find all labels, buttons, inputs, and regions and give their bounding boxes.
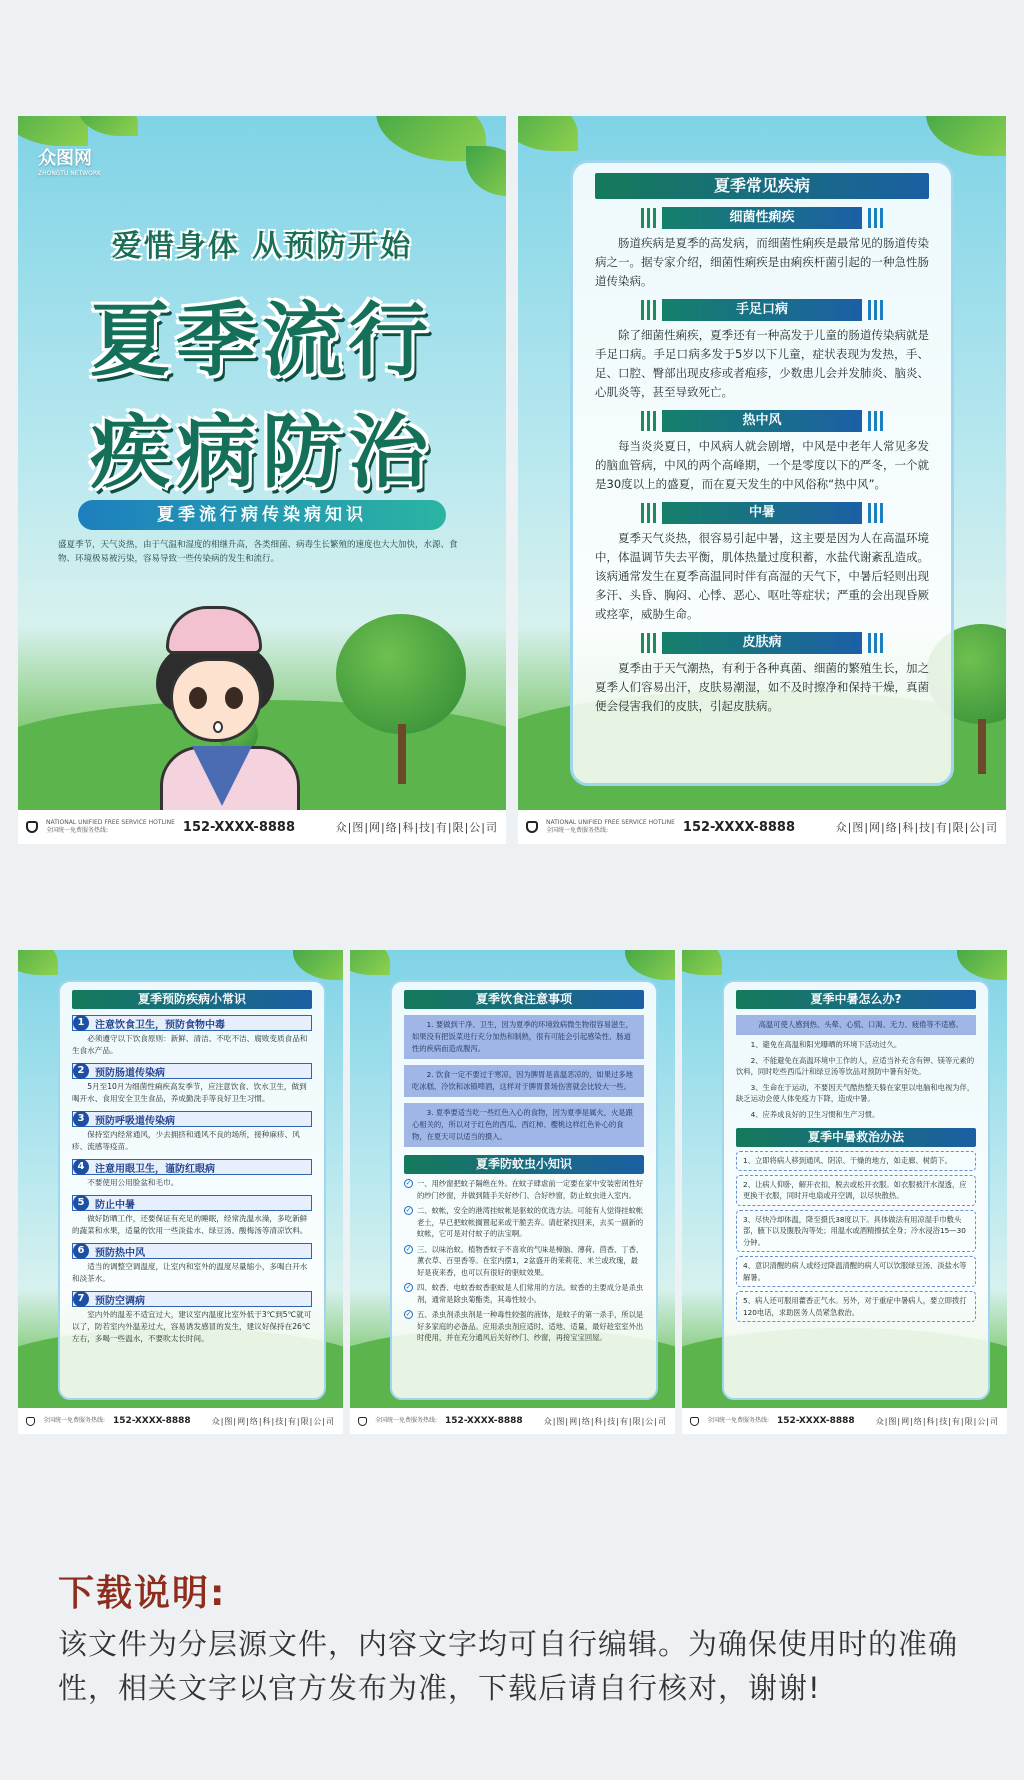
mosquito-tip: [404, 1205, 644, 1240]
tip-title: 预防热中风: [95, 1247, 145, 1259]
tip-title: 预防肠道传染病: [95, 1067, 165, 1079]
mosquito-tip: [404, 1244, 644, 1279]
tip-header: [72, 1111, 312, 1127]
tip-body: 5月至10月为细菌性痢疾高发季节，应注意饮食、饮水卫生，做到喝开水、食用安全卫生食品，养成勤洗手等良好卫生习惯。: [72, 1082, 307, 1103]
logo-text: 众图网: [38, 148, 92, 169]
mosquito-tip-text: 三、以味治蚊。植物香蚊子不喜欢的气味是樟脑、薄荷、茴香、丁香、薰衣草、百里香等。在室内摆1，2盆盛开的茉莉花、米兰或玫瑰，最好是夜来香，也可以有很好的驱蚊效果。: [417, 1244, 644, 1277]
content-panel: [390, 980, 658, 1400]
tip-body: 保持室内经常通风，少去拥挤和通风不良的场所，接种麻疹、风疹、流感等疫苗。: [72, 1130, 300, 1151]
section-header: [595, 502, 929, 524]
number-badge: 5: [73, 1195, 89, 1211]
treatment-step: 2、让病人仰卧，解开衣扣，脱去或松开衣服。如衣服被汗水湿透，应更换干衣服，同时开电扇或开空调，以尽快散热。: [736, 1175, 976, 1206]
leaf-decoration: [957, 950, 1007, 980]
tip-body: 必须遵守以下饮食原则：新鲜、清洁、不吃不洁、腐败变质食品和生食水产品。: [72, 1034, 308, 1055]
panel-title-2: 夏季防蚊虫小知识: [404, 1155, 644, 1174]
treatment-step: 1、立即将病人移到通风、阴凉、干燥的地方，如走廊、树荫下。: [736, 1151, 976, 1171]
phone-icon: [26, 821, 38, 833]
check-icon: ✓: [405, 1244, 412, 1253]
tip-title: 注意用眼卫生，谨防红眼病: [95, 1163, 215, 1175]
tip-body: 不要使用公用脸盆和毛巾。: [87, 1178, 179, 1187]
slogan: 爱惜身体 从预防开始: [111, 229, 413, 264]
bar-decoration: [868, 633, 883, 653]
company-name: 众|图|网|络|科|技|有|限|公|司: [835, 821, 998, 834]
hotline-label-en: NATIONAL UNIFIED FREE SERVICE HOTLINE: [46, 819, 175, 826]
section-header: [595, 299, 929, 321]
prevention-step: 4、应养成良好的卫生习惯和生产习惯。: [750, 1109, 880, 1119]
leaf-decoration: [518, 116, 578, 151]
tip-body: 适当的调整空调温度，让室内和室外的温度尽量缩小，多喝白开水和淡茶水。: [72, 1262, 308, 1283]
section-header: [595, 207, 929, 229]
tip-header: [72, 1159, 312, 1175]
leaf-decoration: [18, 116, 88, 146]
tip-body: 做好防晒工作，还要保证有充足的睡眠，经常洗温水澡，多吃新鲜的蔬菜和水果，适量的饮用一些淡盐水、绿豆汤、酸梅汤等清凉饮料。: [72, 1214, 308, 1235]
mosquito-tip-text: 二、蚊帐，安全的港湾挂蚊帐是驱蚊的优选方法。可能有人觉得挂蚊帐老土，早已把蚊帐搁置起来或干脆丢弃。请赶紧找回来，去买一副新的蚊帐，它可是对付蚊子的法宝啊。: [417, 1206, 644, 1238]
poster-footer: [18, 1408, 343, 1434]
section-title: 手足口病: [662, 299, 862, 321]
logo: [38, 144, 101, 177]
section-title: 热中风: [662, 410, 862, 432]
poster-common-diseases: [518, 116, 1006, 844]
leaf-decoration: [682, 950, 722, 975]
number-badge: 7: [73, 1291, 89, 1307]
section-body: 肠道疾病是夏季的高发病，而细菌性痢疾是最常见的肠道传染病之一。据专家介绍，细菌性痢疾是由痢疾杆菌引起的一种急性肠道传染病。: [595, 236, 929, 288]
section-header: [595, 410, 929, 432]
content-panel: [722, 980, 990, 1400]
bar-decoration: [641, 503, 656, 523]
leaf-decoration: [466, 146, 506, 196]
tip-header: [72, 1291, 312, 1307]
hotline-label: 全国统一免费服务热线:: [546, 827, 609, 834]
company-name: 众|图|网|络|科|技|有|限|公|司: [335, 821, 498, 834]
leaf-decoration: [293, 950, 343, 980]
hotline-label-en: NATIONAL UNIFIED FREE SERVICE HOTLINE: [546, 819, 675, 826]
poster-footer: [682, 1408, 1007, 1434]
prevention-step: 3、生命在于运动，不要因天气酷热整天躲在家里以电脑和电视为伴，缺乏运动会使人体免疫力下降，造成中暑。: [736, 1082, 975, 1103]
leaf-decoration: [18, 950, 58, 975]
panel-title: 夏季常见疾病: [595, 173, 929, 199]
tip-item: [72, 1243, 312, 1285]
section-title: 细菌性痢疾: [662, 207, 862, 229]
title-line-1: 夏季流行: [90, 294, 434, 387]
panel-title-2: 夏季中暑救治办法: [736, 1128, 976, 1147]
poster-cover: [18, 116, 506, 844]
bar-decoration: [868, 300, 883, 320]
leaf-decoration: [926, 116, 1006, 156]
tip-item: [72, 1063, 312, 1105]
treatment-step: 3、尽快冷却体温，降至摄氏38度以下。具体做法有用凉湿手巾敷头部，腋下以及腹股沟等处；用温水或酒精擦拭全身；冷水浸浴15—30分钟。: [736, 1210, 976, 1253]
check-icon: ✓: [405, 1283, 412, 1291]
hotline-label: 全国统一免费服务热线:: [375, 1417, 438, 1424]
phone-icon: [358, 1417, 367, 1426]
tip-title: 预防空调病: [95, 1295, 145, 1307]
tip-title: 防止中暑: [95, 1199, 135, 1211]
tip-item: [72, 1195, 312, 1237]
poster-footer: [518, 810, 1006, 844]
bar-decoration: [641, 300, 656, 320]
tip-item: [72, 1159, 312, 1189]
bar-decoration: [641, 633, 656, 653]
prevention-step: 1、避免在高温和阳光曝晒的环境下活动过久。: [750, 1040, 902, 1049]
tip-title: 注意饮食卫生，预防食物中毒: [95, 1019, 225, 1031]
mosquito-tip-text: 五、杀虫剂杀虫剂是一种毒性较强的液体，是蚊子的第一杀手，所以是好多家庭的必备品。应用杀虫剂应适时、适地、适量，最好趁室室外出时使用，并在充分通风后关好纱门、纱窗，再接宝宝回屋。: [417, 1310, 644, 1342]
number-badge: 3: [73, 1111, 89, 1127]
hotline-label: 全国统一免费服务热线:: [43, 1417, 106, 1424]
panel-title: 夏季饮食注意事项: [404, 990, 644, 1009]
poster-footer: [18, 810, 506, 844]
section-title: 皮肤病: [662, 632, 862, 654]
check-icon: ✓: [405, 1310, 412, 1318]
section-header: [595, 632, 929, 654]
company-name: 众|图|网|络|科|技|有|限|公|司: [211, 1416, 335, 1426]
tree-illustration: [326, 614, 476, 784]
number-badge: 4: [73, 1159, 89, 1175]
phone-icon: [26, 1417, 35, 1426]
poster-prevention-tips: [18, 950, 343, 1434]
title-line-2: 疾病防治: [90, 406, 434, 499]
treatment-step: 5、病人还可服用藿香正气水。另外，对于重症中暑病人，要立即拨打120电话，求助医务人员紧急救治。: [736, 1291, 976, 1322]
hotline-number: 152-XXXX-8888: [445, 1416, 523, 1426]
hotline-number: 152-XXXX-8888: [777, 1416, 855, 1426]
number-badge: 1: [73, 1015, 89, 1031]
mosquito-tip: [404, 1309, 644, 1344]
bar-decoration: [868, 208, 883, 228]
treatment-step: 4、意识清醒的病人或经过降温清醒的病人可以饮服绿豆汤、淡盐水等解暑。: [736, 1256, 976, 1287]
bar-decoration: [641, 208, 656, 228]
mosquito-tip: [404, 1178, 644, 1201]
mosquito-tip-text: 四、蚊香、电蚊香蚊香驱蚊是人们常用的方法。蚊香的主要成分是杀虫剂，通常是除虫菊酯类，其毒性较小。: [417, 1283, 644, 1304]
poster-heatstroke: [682, 950, 1007, 1434]
hotline-number: 152-XXXX-8888: [113, 1416, 191, 1426]
panel-title: 夏季中暑怎么办?: [736, 990, 976, 1009]
phone-icon: [690, 1417, 699, 1426]
tip-item: [72, 1111, 312, 1153]
section-body: 每当炎炎夏日，中风病人就会剧增，中风是中老年人常见多发的脑血管病，中风的两个高峰期，一个是零度以下的严冬，一个就是30度以上的盛夏，而在夏天发生的中风俗称“热中风”。: [595, 439, 929, 491]
mosquito-tip-text: 一、用纱窗把蚊子隔绝在外。在蚊子肆虐前一定要在家中安装密闭性好的纱门纱窗，并做到随手关好纱门、合好纱窗，防止蚊虫进入室内。: [417, 1179, 644, 1200]
logo-subtext: ZHONGTU NETWORK: [38, 170, 101, 177]
hotline-label: 全国统一免费服务热线:: [707, 1417, 770, 1424]
poster-footer: [350, 1408, 675, 1434]
intro-text: 盛夏季节，天气炎热，由于气温和湿度的相继升高，各类细菌、病毒生长繁殖的速度也大大加快，水源、食物、环境极易被污染，容易导致一些传染病的发生和流行。: [58, 540, 458, 564]
tip-header: [72, 1063, 312, 1079]
check-icon: ✓: [405, 1179, 412, 1187]
bar-decoration: [868, 411, 883, 431]
download-text: 该文件为分层源文件，内容文字均可自行编辑。为确保使用时的准确性，相关文字以官方发布为准，下载后请自行核对，谢谢!: [58, 1627, 959, 1705]
tip-header: [72, 1195, 312, 1211]
subtitle-ribbon: 夏季流行病传染病知识: [78, 500, 446, 530]
section-body: 夏季由于天气潮热，有利于各种真菌、细菌的繁殖生长，加之夏季人们容易出汗，皮肤易潮湿，如不及时擦净和保持干燥，真菌便会侵害我们的皮肤，引起皮肤病。: [595, 661, 929, 713]
section-body: 夏季天气炎热，很容易引起中暑，这主要是因为人在高温环境中，体温调节失去平衡，肌体热量过度积蓄，水盐代谢紊乱造成。该病通常发生在夏季高温同时伴有高湿的天气下，中暑后轻则出现多汗、头昏、胸闷、心悸、恶心、呕吐等症状；严重的会出现昏厥或痉挛，威胁生命。: [595, 531, 929, 621]
content-panel: [570, 160, 954, 786]
prevention-step: 2、不能避免在高温环境中工作的人，应适当补充含有钾、镁等元素的饮料，同时吃些西瓜汁和绿豆汤等饮品对预防中暑有好处。: [736, 1055, 975, 1076]
bar-decoration: [868, 503, 883, 523]
diet-note: 1. 要做到干净、卫生，因为夏季的环境致病微生物很容易滋生，如果没有把饭菜进行充分加热和制熟，很有可能会引起感染性、肠道性的疾病而造成腹泻。: [404, 1015, 644, 1059]
panel-title: 夏季预防疾病小常识: [72, 990, 312, 1009]
section-title: 中暑: [662, 502, 862, 524]
company-name: 众|图|网|络|科|技|有|限|公|司: [875, 1416, 999, 1426]
tip-item: [72, 1015, 312, 1057]
intro-box: 高温可使人感到热、头晕、心慌、口渴、无力、疲倦等不适感。: [736, 1015, 976, 1035]
tip-title: 预防呼吸道传染病: [95, 1115, 175, 1127]
leaf-decoration: [625, 950, 675, 980]
nurse-illustration: [138, 586, 338, 844]
diet-note: 3. 夏季要适当吃一些红色入心的食物，因为夏季是属火，火是跟心相关的，所以对于红色的西瓜、西红柿、樱桃这样红色补心的食物，在夏天可以适当的摄入。: [404, 1103, 644, 1147]
poster-diet-notes: [350, 950, 675, 1434]
mosquito-tip: [404, 1282, 644, 1305]
tip-item: [72, 1291, 312, 1345]
diet-note: 2. 饮食一定不要过于寒凉，因为脾胃是喜温恶凉的，如果过多地吃冰糕、冷饮和冰镇啤酒，这样对于脾胃景场伤害就会比较大一些。: [404, 1065, 644, 1097]
number-badge: 6: [73, 1243, 89, 1259]
download-title: 下载说明:: [58, 1573, 227, 1614]
tip-header: [72, 1243, 312, 1259]
section-body: 除了细菌性痢疾，夏季还有一种高发于儿童的肠道传染病就是手足口病。手足口病多发于5岁以下儿童，症状表现为发热，手、足、口腔、臀部出现皮疹或者疱疹，少数患儿会并发肺炎、脑炎、心肌炎等，甚至导致死亡。: [595, 328, 929, 399]
check-icon: ✓: [405, 1206, 412, 1214]
hotline-number: 152-XXXX-8888: [682, 819, 796, 835]
hotline-number: 152-XXXX-8888: [182, 819, 296, 835]
phone-icon: [526, 821, 538, 833]
tip-body: 室内外的温差不适宜过大，建议室内温度比室外低于3℃到5℃就可以了，防若室内外温差过大，容易诱发感冒的发生，建议好保持在26℃左右，多喝一些温水，不要吹太长时间。: [72, 1310, 312, 1343]
hotline-label: 全国统一免费服务热线:: [46, 827, 109, 834]
company-name: 众|图|网|络|科|技|有|限|公|司: [543, 1416, 667, 1426]
bar-decoration: [641, 411, 656, 431]
leaf-decoration: [350, 950, 390, 975]
tip-header: [72, 1015, 312, 1031]
number-badge: 2: [73, 1063, 89, 1079]
content-panel: [58, 980, 326, 1400]
